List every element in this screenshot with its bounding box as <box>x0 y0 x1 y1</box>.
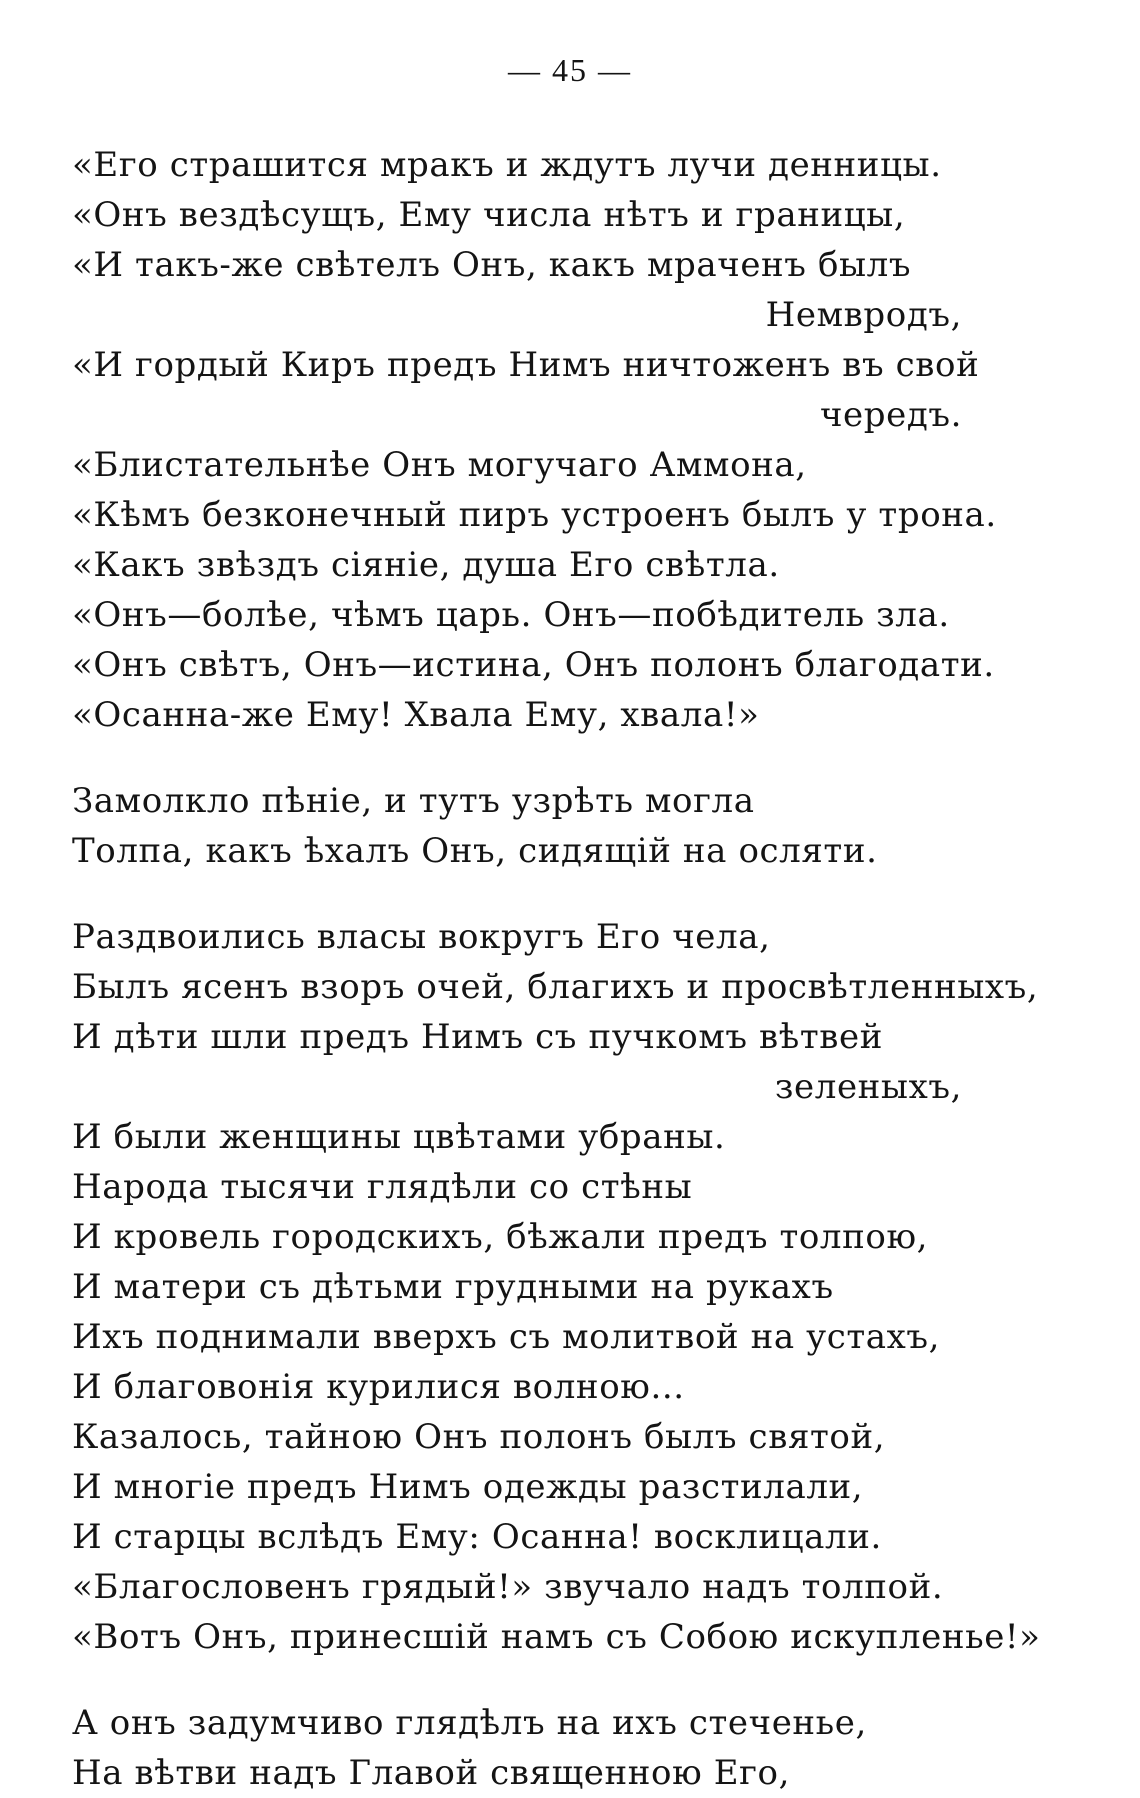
poem-line: И были женщины цвѣтами убраны. <box>72 1117 726 1157</box>
stanza-gap <box>72 876 1032 912</box>
stanza <box>72 912 1041 1662</box>
stanza-gap <box>72 1662 1032 1698</box>
poem-line: И кровель городскихъ, бѣжали предъ толпою, <box>72 1217 929 1257</box>
stanza <box>72 776 1032 876</box>
poem-line-continuation: Немвродъ, <box>765 295 962 335</box>
poem-line: «Его страшится мракъ и ждутъ лучи денницы. <box>72 145 942 185</box>
poem-line: Толпа, какъ ѣхалъ Онъ, сидящій на осляти. <box>72 831 878 871</box>
poem-line: И старцы вслѣдъ Ему: Осанна! восклицали. <box>72 1517 882 1557</box>
poem-line: А онъ задумчиво глядѣлъ на ихъ стеченье, <box>72 1703 867 1743</box>
poem-line-continuation: зеленыхъ, <box>774 1067 962 1107</box>
poem-line: На вѣтви надъ Главой священною Его, <box>72 1753 791 1793</box>
poem-line: Казалось, тайною Онъ полонъ былъ святой, <box>72 1417 886 1457</box>
stanza-gap <box>72 740 1032 776</box>
poem-line: «Какъ звѣздъ сіяніе, душа Его свѣтла. <box>72 545 780 585</box>
poem-line: Ихъ поднимали вверхъ съ молитвой на устахъ, <box>72 1317 941 1357</box>
poem-line: «Благословенъ грядый!» звучало надъ толпой. <box>72 1567 944 1607</box>
stanza <box>72 140 1032 740</box>
poem-line: «Онъ—болѣе, чѣмъ царь. Онъ—побѣдитель зла. <box>72 595 950 635</box>
poem-line: Былъ ясенъ взоръ очей, благихъ и просвѣтленныхъ, <box>72 967 1039 1007</box>
stanza <box>72 1698 1032 1798</box>
poem-line: Раздвоились власы вокругъ Его чела, <box>72 917 771 957</box>
poem-line: «И такъ-же свѣтелъ Онъ, какъ мраченъ былъ <box>72 245 912 285</box>
poem-line: «Блистательнѣе Онъ могучаго Аммона, <box>72 445 807 485</box>
poem-line: «И гордый Киръ предъ Нимъ ничтоженъ въ свой <box>72 345 980 385</box>
poem-line: Народа тысячи глядѣли со стѣны <box>72 1167 693 1207</box>
poem-line: И благовонія курилися волною... <box>72 1367 685 1407</box>
poem-line: И многіе предъ Нимъ одежды разстилали, <box>72 1467 864 1507</box>
poem-line: Замолкло пѣніе, и тутъ узрѣть могла <box>72 781 755 821</box>
poem-line-continuation: чередъ. <box>819 395 962 435</box>
poem-text <box>72 140 1041 1798</box>
page-number: — 45 — <box>508 52 632 88</box>
poem-line: «Онъ вездѣсущъ, Ему числа нѣтъ и границы, <box>72 195 906 235</box>
poem-line: «Осанна-же Ему! Хвала Ему, хвала!» <box>72 695 760 735</box>
poem-line: «Онъ свѣтъ, Онъ—истина, Онъ полонъ благодати. <box>72 645 995 685</box>
poem-line: «Вотъ Онъ, принесшій намъ съ Собою искупленье!» <box>72 1617 1041 1657</box>
poem-line: И матери съ дѣтьми грудными на рукахъ <box>72 1267 834 1307</box>
poem-line: «Кѣмъ безконечный пиръ устроенъ былъ у трона. <box>72 495 997 535</box>
poem-line: И дѣти шли предъ Нимъ съ пучкомъ вѣтвей <box>72 1017 883 1057</box>
